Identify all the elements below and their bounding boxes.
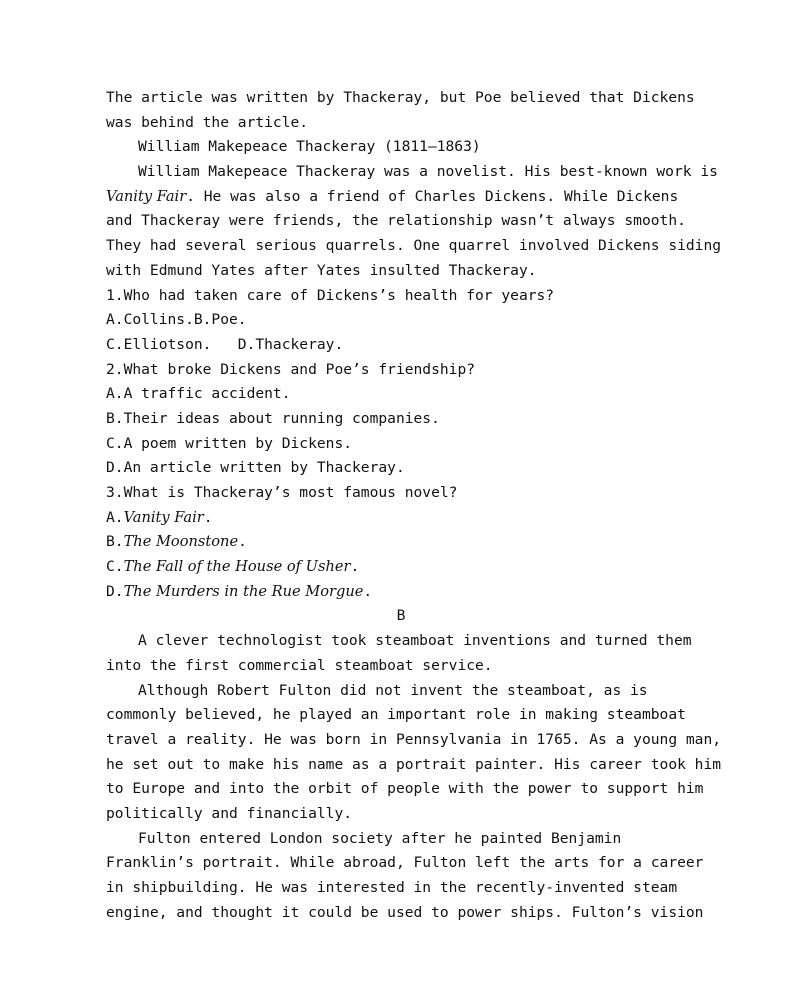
thackeray-bio-line (106, 185, 696, 210)
passage-b-p2-line: Although Robert Fulton did not invent the steamboat, as is (138, 681, 648, 699)
passage-b-p3-line: Franklin’s portrait. While abroad, Fulton left the arts for a career (106, 854, 704, 872)
question-3-option-c (106, 555, 696, 580)
option-title: The Murders in the Rue Morgue (123, 582, 364, 600)
passage-b-p2-line: travel a reality. He was born in Pennsylvania in 1765. As a young man, (106, 730, 722, 748)
passage-b-p2-line: commonly believed, he played an important role in making steamboat (106, 706, 686, 724)
thackeray-heading: William Makepeace Thackeray (1811—1863) (138, 138, 481, 156)
question-2-option-b: B.Their ideas about running companies. (106, 409, 440, 427)
bio-text: . He was also a friend of Charles Dickens. While Dickens (186, 187, 679, 205)
option-title: Vanity Fair (123, 508, 204, 526)
passage-a-line: The article was written by Thackeray, but Poe believed that Dickens (106, 89, 695, 106)
thackeray-bio-line: They had several serious quarrels. One quarrel involved Dickens siding (106, 237, 722, 255)
passage-b-p2-line: he set out to make his name as a portrait painter. His career took him (106, 755, 722, 773)
option-title: The Moonstone (123, 533, 239, 551)
passage-b-p1-line: A clever technologist took steamboat inventions and turned them (138, 632, 692, 650)
question-2-option-d: D.An article written by Thackeray. (106, 459, 405, 477)
question-1-options: C.Elliotson. D.Thackeray. (106, 335, 344, 353)
option-letter: B. (106, 533, 124, 551)
passage-b-p3-line: Fulton entered London society after he painted Benjamin (138, 829, 622, 847)
question-3-option-a (106, 506, 696, 531)
question-3-option-d (106, 580, 696, 605)
passage-b-p3-line: engine, and thought it could be used to power ships. Fulton’s vision (106, 903, 704, 921)
section-b-label: B (396, 607, 406, 625)
option-period: . (238, 533, 247, 551)
thackeray-bio-line: William Makepeace Thackeray was a novelist. His best-known work is (138, 163, 718, 181)
option-letter: C. (106, 558, 124, 576)
thackeray-bio-line: and Thackeray were friends, the relationship wasn’t always smooth. (106, 212, 686, 230)
question-2-stem: 2.What broke Dickens and Poe’s friendship? (106, 360, 476, 378)
option-title: The Fall of the House of Usher (123, 558, 351, 576)
question-1-options: A.Collins.B.Poe. (106, 311, 247, 329)
question-2-option-c: C.A poem written by Dickens. (106, 434, 353, 452)
option-period: . (363, 582, 373, 600)
option-period: . (350, 558, 360, 576)
question-3-option-b (106, 530, 696, 555)
question-1-stem: 1.Who had taken care of Dickens’s health for years? (106, 286, 555, 304)
option-period: . (203, 508, 213, 526)
passage-b-p2-line: politically and financially. (106, 804, 353, 822)
passage-b-p2-line: to Europe and into the orbit of people with the power to support him (106, 780, 704, 798)
thackeray-bio-line: with Edmund Yates after Yates insulted Thackeray. (106, 261, 537, 279)
passage-a-line: was behind the article. (106, 113, 309, 131)
option-letter: D. (106, 582, 124, 600)
option-letter: A. (106, 508, 124, 526)
question-3-stem: 3.What is Thackeray’s most famous novel? (106, 484, 458, 501)
question-2-option-a: A.A traffic accident. (106, 385, 291, 403)
novel-title: Vanity Fair (106, 187, 187, 205)
passage-b-p3-line: in shipbuilding. He was interested in the recently-invented steam (106, 879, 678, 896)
passage-b-p1-line: into the first commercial steamboat service. (106, 656, 493, 674)
document-page (106, 86, 722, 925)
